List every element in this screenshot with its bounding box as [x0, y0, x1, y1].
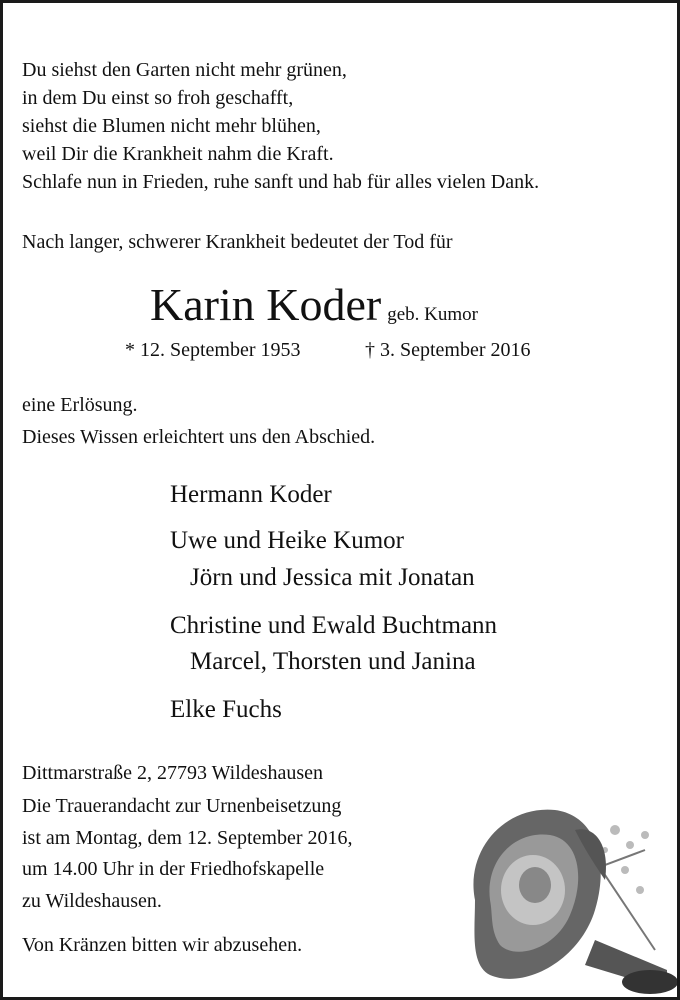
- name-text: Karin Koder: [150, 279, 382, 330]
- family-member: Christine und Ewald Buchtmann: [170, 612, 498, 639]
- after-text: eine Erlösung.: [22, 394, 138, 416]
- family-member: Elke Fuchs: [170, 696, 282, 723]
- service-line: um 14.00 Uhr in der Friedhofskapelle: [22, 858, 325, 880]
- poem-line: siehst die Blumen nicht mehr blühen,: [22, 115, 321, 137]
- address: Dittmarstraße 2, 27793 Wildeshausen: [22, 762, 323, 784]
- family-member: Uwe und Heike Kumor: [170, 527, 404, 554]
- after-text: Dieses Wissen erleichtert uns den Abschied.: [22, 426, 376, 448]
- poem-line: Du siehst den Garten nicht mehr grünen,: [22, 59, 347, 81]
- service-line: zu Wildeshausen.: [22, 890, 162, 912]
- family-member: Hermann Koder: [170, 481, 332, 508]
- birth-date: * 12. September 1953: [125, 339, 301, 361]
- family-member: Jörn und Jessica mit Jonatan: [190, 564, 475, 591]
- poem-line: Schlafe nun in Frieden, ruhe sanft und hab für alles vielen Dank.: [22, 171, 540, 193]
- intro-text: Nach langer, schwerer Krankheit bedeutet der Tod für: [22, 231, 453, 253]
- death-date: † 3. September 2016: [365, 339, 531, 361]
- maiden-name: geb. Kumor: [387, 304, 478, 325]
- family-member: Marcel, Thorsten und Janina: [190, 648, 476, 675]
- poem-line: weil Dir die Krankheit nahm die Kraft.: [22, 143, 334, 165]
- service-line: ist am Montag, dem 12. September 2016,: [22, 827, 353, 849]
- service-line: Die Trauerandacht zur Urnenbeisetzung: [22, 795, 342, 817]
- rose-image: [445, 790, 677, 995]
- closing-text: Von Kränzen bitten wir abzusehen.: [22, 934, 303, 956]
- poem-line: in dem Du einst so froh geschafft,: [22, 87, 294, 109]
- deceased-name: [150, 278, 478, 342]
